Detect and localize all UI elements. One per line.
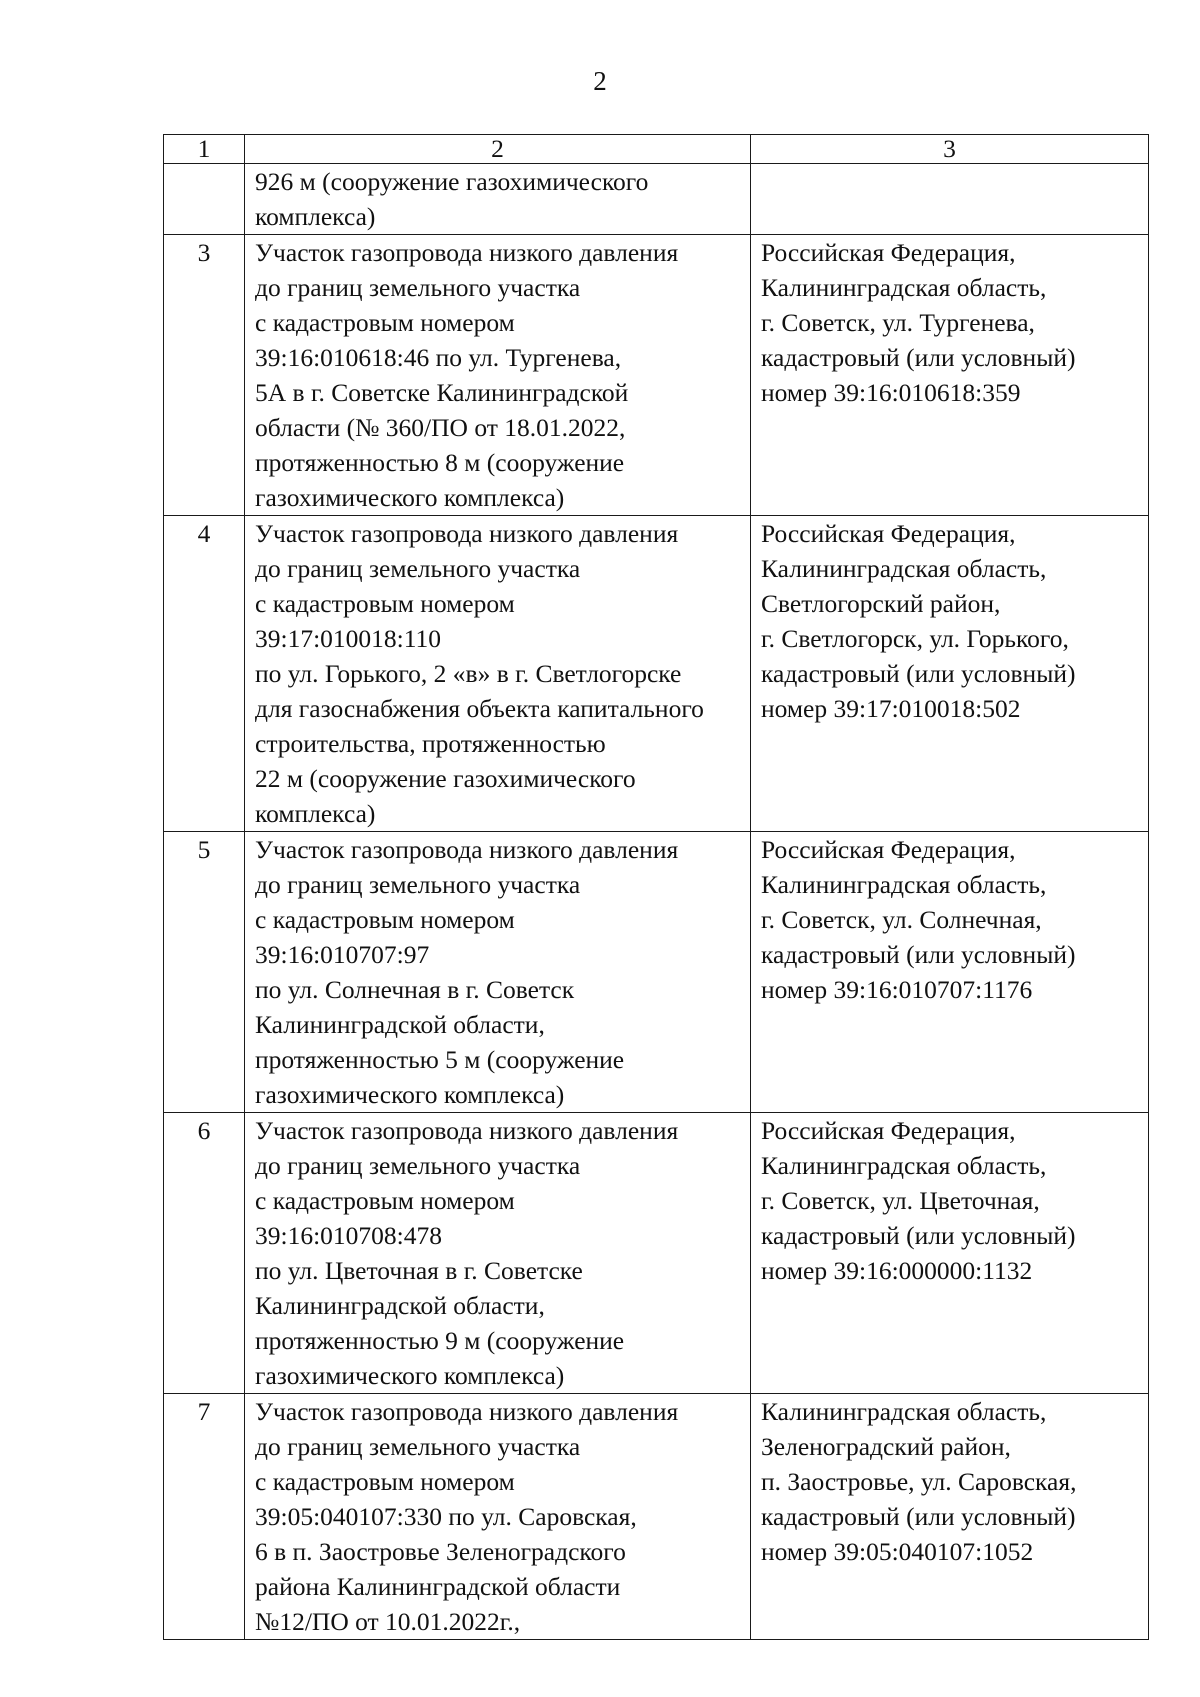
description-line: 39:17:010018:110 [255,624,442,653]
description-line: Участок газопровода низкого давления [255,1397,679,1426]
description-line: для газоснабжения объекта капитального [255,694,704,723]
location-cell [751,1394,1149,1640]
location-line: Российская Федерация, [761,519,1016,548]
description-line: с кадастровым номером [255,308,515,337]
row-number-cell: 4 [164,516,245,832]
description-cell [245,832,751,1113]
table-row [164,516,1149,832]
table-header-row [164,135,1149,164]
row-number-cell: 7 [164,1394,245,1640]
location-line: кадастровый (или условный) [761,1221,1076,1250]
location-line: Калининградская область, [761,870,1047,899]
description-line: 39:16:010707:97 [255,940,430,969]
description-line: комплекса) [255,202,376,231]
description-line: Участок газопровода низкого давления [255,1116,679,1145]
location-line: Российская Федерация, [761,835,1016,864]
table-row [164,235,1149,516]
description-line: 39:16:010708:478 [255,1221,443,1250]
header-cell-description: 2 [245,135,751,164]
location-line: кадастровый (или условный) [761,940,1076,969]
location-line: Светлогорский район, [761,589,1001,618]
description-line: 5А в г. Советске Калининградской [255,378,629,407]
description-line: с кадастровым номером [255,1467,515,1496]
description-line: 39:16:010618:46 по ул. Тургенева, [255,343,622,372]
location-line: Калининградская область, [761,273,1047,302]
location-line: Российская Федерация, [761,1116,1016,1145]
location-cell [751,1113,1149,1394]
location-line: номер 39:17:010018:502 [761,694,1021,723]
page-number: 2 [593,66,607,96]
description-line: строительства, протяженностью [255,729,606,758]
location-line: номер 39:16:010707:1176 [761,975,1033,1004]
description-line: комплекса) [255,799,376,828]
description-line: по ул. Солнечная в г. Советск [255,975,575,1004]
description-line: Участок газопровода низкого давления [255,519,679,548]
description-cell [245,164,751,235]
description-line: газохимического комплекса) [255,1361,565,1390]
description-line: протяженностью 5 м (сооружение [255,1045,625,1074]
description-line: с кадастровым номером [255,589,515,618]
location-line: Калининградская область, [761,1397,1047,1426]
location-line: Зеленоградский район, [761,1432,1011,1461]
table-row [164,164,1149,235]
location-cell [751,516,1149,832]
row-number-cell: 6 [164,1113,245,1394]
location-line: кадастровый (или условный) [761,659,1076,688]
location-line: г. Советск, ул. Цветочная, [761,1186,1040,1215]
location-line: номер 39:16:010618:359 [761,378,1021,407]
description-line: области (№ 360/ПО от 18.01.2022, [255,413,626,442]
description-line: до границ земельного участка [255,273,581,302]
description-line: до границ земельного участка [255,1432,581,1461]
location-cell [751,164,1149,235]
description-line: протяженностью 9 м (сооружение [255,1326,625,1355]
description-line: до границ земельного участка [255,1151,581,1180]
land-plots-table [163,134,1149,1640]
description-line: 22 м (сооружение газохимического [255,764,636,793]
description-line: до границ земельного участка [255,554,581,583]
description-line: по ул. Цветочная в г. Советске [255,1256,583,1285]
location-line: номер 39:16:000000:1132 [761,1256,1033,1285]
description-line: района Калининградской области [255,1572,621,1601]
description-line: 39:05:040107:330 по ул. Саровская, [255,1502,637,1531]
description-line: газохимического комплекса) [255,1080,565,1109]
header-cell-number: 1 [164,135,245,164]
description-line: Участок газопровода низкого давления [255,835,679,864]
location-line: г. Советск, ул. Солнечная, [761,905,1042,934]
description-cell [245,235,751,516]
location-line: кадастровый (или условный) [761,343,1076,372]
table-row [164,832,1149,1113]
location-cell [751,832,1149,1113]
description-cell [245,516,751,832]
row-number-cell [164,164,245,235]
description-line: Участок газопровода низкого давления [255,238,679,267]
description-line: газохимического комплекса) [255,483,565,512]
description-line: до границ земельного участка [255,870,581,899]
table-row [164,1113,1149,1394]
location-line: г. Светлогорск, ул. Горького, [761,624,1069,653]
location-line: Российская Федерация, [761,238,1016,267]
location-line: п. Заостровье, ул. Саровская, [761,1467,1077,1496]
location-line: Калининградская область, [761,554,1047,583]
description-line: протяженностью 8 м (сооружение [255,448,625,477]
description-line: №12/ПО от 10.01.2022г., [255,1607,521,1636]
description-line: с кадастровым номером [255,1186,515,1215]
description-line: с кадастровым номером [255,905,515,934]
description-line: Калининградской области, [255,1291,545,1320]
table-row [164,1394,1149,1640]
description-line: по ул. Горького, 2 «в» в г. Светлогорске [255,659,682,688]
description-line: 6 в п. Заостровье Зеленоградского [255,1537,626,1566]
location-line: номер 39:05:040107:1052 [761,1537,1034,1566]
location-line: г. Советск, ул. Тургенева, [761,308,1035,337]
location-line: кадастровый (или условный) [761,1502,1076,1531]
description-cell [245,1113,751,1394]
description-line: 926 м (сооружение газохимического [255,167,649,196]
location-line: Калининградская область, [761,1151,1047,1180]
row-number-cell: 3 [164,235,245,516]
description-cell [245,1394,751,1640]
row-number-cell: 5 [164,832,245,1113]
description-line: Калининградской области, [255,1010,545,1039]
header-cell-location: 3 [751,135,1149,164]
location-cell [751,235,1149,516]
